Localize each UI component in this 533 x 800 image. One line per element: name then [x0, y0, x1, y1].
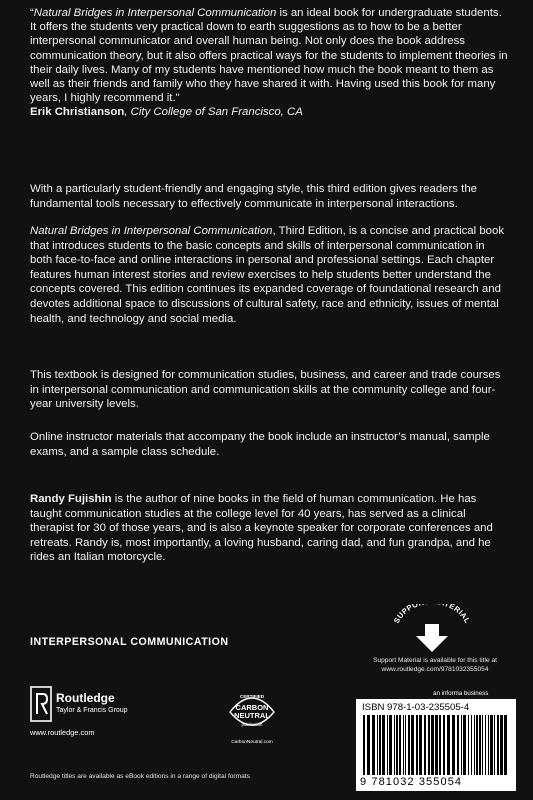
barcode-bar — [428, 715, 430, 775]
author-bio-paragraph — [30, 492, 508, 565]
barcode-bar — [394, 715, 395, 775]
barcode-bar — [424, 715, 426, 775]
barcode-bar — [435, 715, 438, 775]
intro-paragraph: With a particularly student-friendly and engaging style, this third edition gives readers the fundamental tools necessary to effectively communicate in interpersonal interactions. — [30, 183, 478, 210]
isbn-barcode — [356, 699, 516, 791]
barcode-bar — [403, 715, 404, 775]
barcode-bar — [485, 715, 486, 775]
description-book-title: Natural Bridges in Interpersonal Communication — [30, 225, 273, 237]
publisher-name: Routledge — [56, 691, 115, 705]
ebook-availability-note: Routledge titles are available as eBook editions in a range of digital formats — [30, 773, 250, 780]
carbon-middle-1: CARBON — [235, 703, 269, 712]
barcode-bars — [361, 715, 511, 775]
quote-book-title: Natural Bridges in Interpersonal Communication — [33, 7, 277, 19]
support-material-info — [355, 656, 515, 674]
publisher-url[interactable]: www.routledge.com — [30, 728, 95, 737]
barcode-bar — [488, 715, 489, 775]
support-url[interactable]: www.routledge.com/9781032355054 — [381, 666, 489, 673]
barcode-bar — [379, 715, 381, 775]
endorsement-quote — [30, 6, 508, 120]
barcode-bar — [490, 715, 493, 775]
instructor-materials-paragraph: Online instructor materials that accompany the book include an instructor’s manual, sample exams, and a sample class schedule. — [30, 431, 490, 458]
barcode-bar — [463, 715, 466, 775]
description-body: , Third Edition, is a concise and practical book that introduces students to the basic concepts and skills of interpersonal communication in both face-to-face and online interactions in personal and professional settings. Each chapter features human interest stories and review exercises to help students better understand the concepts covered. This edition continues its expanded coverage of foundational research and devotes additional space to discussions of cultural safety, race and ethnicity, issues of mental health, and technology and social media. — [30, 225, 505, 325]
support-line-1: Support Material is available for this title at — [373, 657, 497, 664]
description-paragraph — [30, 224, 508, 326]
barcode-bar — [452, 715, 455, 775]
barcode-bar — [468, 715, 469, 775]
audience-paragraph: This textbook is designed for communication studies, business, and career and trade courses in interpersonal communication and communication skills at the community college and four-year university levels. — [30, 369, 501, 411]
barcode-bar — [411, 715, 414, 775]
routledge-emblem-icon — [30, 686, 52, 722]
barcode-bar — [389, 715, 392, 775]
barcode-bar — [377, 715, 378, 775]
carbon-neutral-url[interactable]: CarbonNeutral.com — [231, 740, 273, 745]
barcode-bar — [382, 715, 385, 775]
barcode-bar — [447, 715, 450, 775]
barcode-bar — [408, 715, 410, 775]
barcode-bar — [396, 715, 398, 775]
quote-attribution-affiliation: , City College of San Francisco, CA — [124, 106, 303, 119]
barcode-bar — [494, 715, 495, 775]
barcode-bar — [474, 715, 475, 775]
barcode-bar — [419, 715, 422, 775]
barcode-bar — [399, 715, 401, 775]
carbon-neutral-logo — [224, 682, 280, 740]
barcode-bar — [497, 715, 499, 775]
series-label: INTERPERSONAL COMMUNICATION — [30, 636, 229, 648]
barcode-bar — [439, 715, 441, 775]
ean-digits: 9 781032 355054 — [360, 776, 463, 788]
barcode-bar — [416, 715, 418, 775]
barcode-bar — [504, 715, 507, 775]
barcode-bar — [387, 715, 388, 775]
barcode-bar — [431, 715, 434, 775]
support-material-badge — [382, 604, 482, 654]
barcode-bar — [482, 715, 483, 775]
isbn-number: ISBN 978-1-03-235505-4 — [362, 702, 470, 713]
author-name: Randy Fujishin — [30, 493, 112, 505]
carbon-bottom-text: publication — [241, 722, 263, 727]
barcode-bar — [457, 715, 459, 775]
carbon-middle-2: NEUTRAL — [234, 711, 270, 720]
barcode-bar — [372, 715, 375, 775]
quote-open-mark: “ — [30, 7, 34, 19]
barcode-bar — [479, 715, 481, 775]
barcode-bar — [363, 715, 365, 775]
barcode-bar — [443, 715, 445, 775]
author-bio-body: is the author of nine books in the field of human communication. He has taught communication studies at the college level for 40 years, has served as a clinical therapist for 30 of those years, and is also a keynote speaker for corporate conferences and retreats. Randy is, most importantly, a loving husband, caring dad, and fun grandpa, and he rides an Italian motorcycle. — [30, 493, 493, 564]
carbon-neutral-icon — [224, 682, 280, 740]
quote-attribution-name: Erik Christianson — [30, 106, 125, 119]
barcode-bar — [476, 715, 478, 775]
quote-body: is an ideal book for undergraduate students. It offers the students very practical down to earth suggestions as to how to be a better interpersonal communicator and overall human being. Not only does the book address communication theory, but it also offers practical ways for the students to implement theories in their daily lives. Many of my students have mentioned how much the book meant to them as well as their friends and family who they have shared it with. Having used this book for many years, I highly recommend it." — [30, 7, 508, 105]
support-badge-text: SUPPO TERIAL — [391, 604, 473, 625]
barcode-bar — [405, 715, 406, 775]
support-material-arrow-icon — [382, 604, 482, 654]
publisher-group: Taylor & Francis Group — [56, 707, 128, 714]
carbon-top-text: CERTIFIED — [239, 694, 265, 699]
barcode-bar — [367, 715, 370, 775]
informa-business-label: an informa business — [433, 690, 489, 697]
barcode-bar — [471, 715, 472, 775]
barcode-bar — [500, 715, 503, 775]
barcode-bar — [461, 715, 462, 775]
svg-text:SUPPORT MATERIAL — [392, 604, 472, 625]
